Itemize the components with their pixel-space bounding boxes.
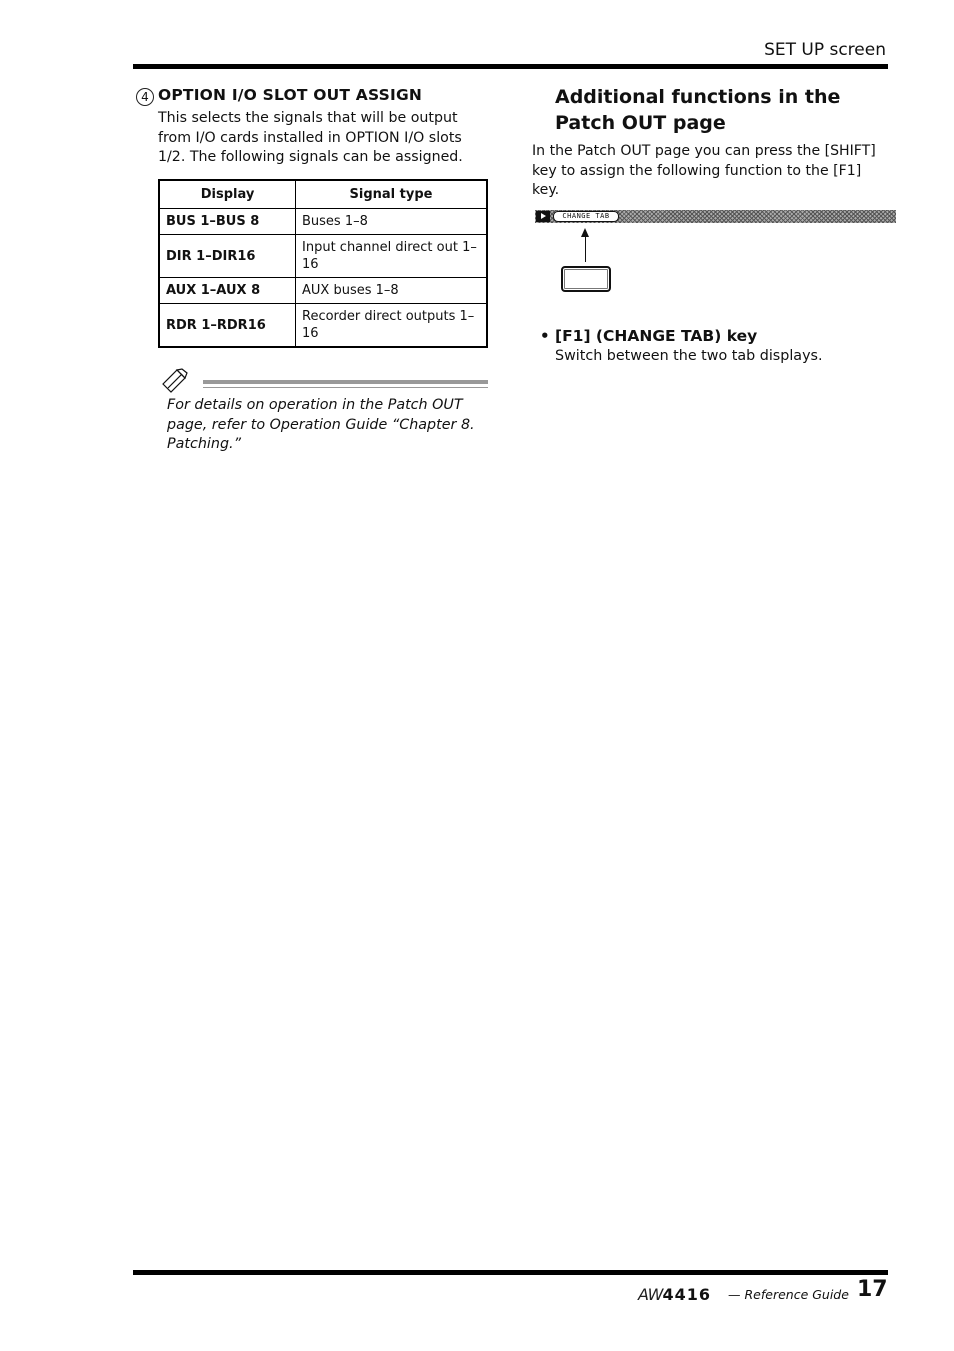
signal-type-cell: Recorder direct outputs 1–16 [296,304,488,348]
pencil-icon [160,367,190,395]
signal-type-cell: AUX buses 1–8 [296,278,488,304]
bullet: • [540,327,550,345]
tip-divider [203,380,488,384]
table-row [159,304,487,348]
table-row [159,235,487,278]
function-title: [F1] (CHANGE TAB) key [555,327,758,345]
display-cell: AUX 1–AUX 8 [159,278,296,304]
signal-type-cell: Buses 1–8 [296,209,488,235]
column-header: Signal type [296,180,488,209]
signal-type-cell: Input channel direct out 1–16 [296,235,488,278]
arrow-line [585,236,586,262]
page-number: 17 [857,1277,888,1302]
logo-prefix: AW [638,1285,663,1304]
section-title: OPTION I/O SLOT OUT ASSIGN [158,86,423,104]
running-header: SET UP screen [764,40,886,60]
product-logo [638,1285,711,1304]
section-number: 4 [136,88,154,106]
f1-key-illustration [561,266,611,292]
column-header: Display [159,180,296,209]
change-tab-lcd-button: CHANGE TAB [553,211,619,222]
display-cell: DIR 1–DIR16 [159,235,296,278]
footer-rule [133,1270,888,1275]
display-cell: RDR 1–RDR16 [159,304,296,348]
guide-label: — Reference Guide [728,1287,849,1302]
tip-text: For details on operation in the Patch OUT page, refer to Operation Guide “Chapter 8. Patching.” [167,397,475,452]
play-icon [536,211,550,222]
subsection-intro: In the Patch OUT page you can press the [SHIFT] key to assign the following function to the [F1] key. [532,143,876,198]
signal-table [158,179,488,348]
subsection-heading: Additional functions in the Patch OUT page [555,86,841,134]
table-row [159,209,487,235]
display-cell: BUS 1–BUS 8 [159,209,296,235]
header-rule [133,64,888,69]
function-description: Switch between the two tab displays. [555,348,823,364]
tip-divider-thin [203,387,488,388]
logo-model: 4416 [662,1285,712,1304]
table-row [159,278,487,304]
section-description: This selects the signals that will be output from I/O cards installed in OPTION I/O slots 1/2. The following signals can be assigned. [158,110,463,165]
table-header-row [159,180,487,209]
